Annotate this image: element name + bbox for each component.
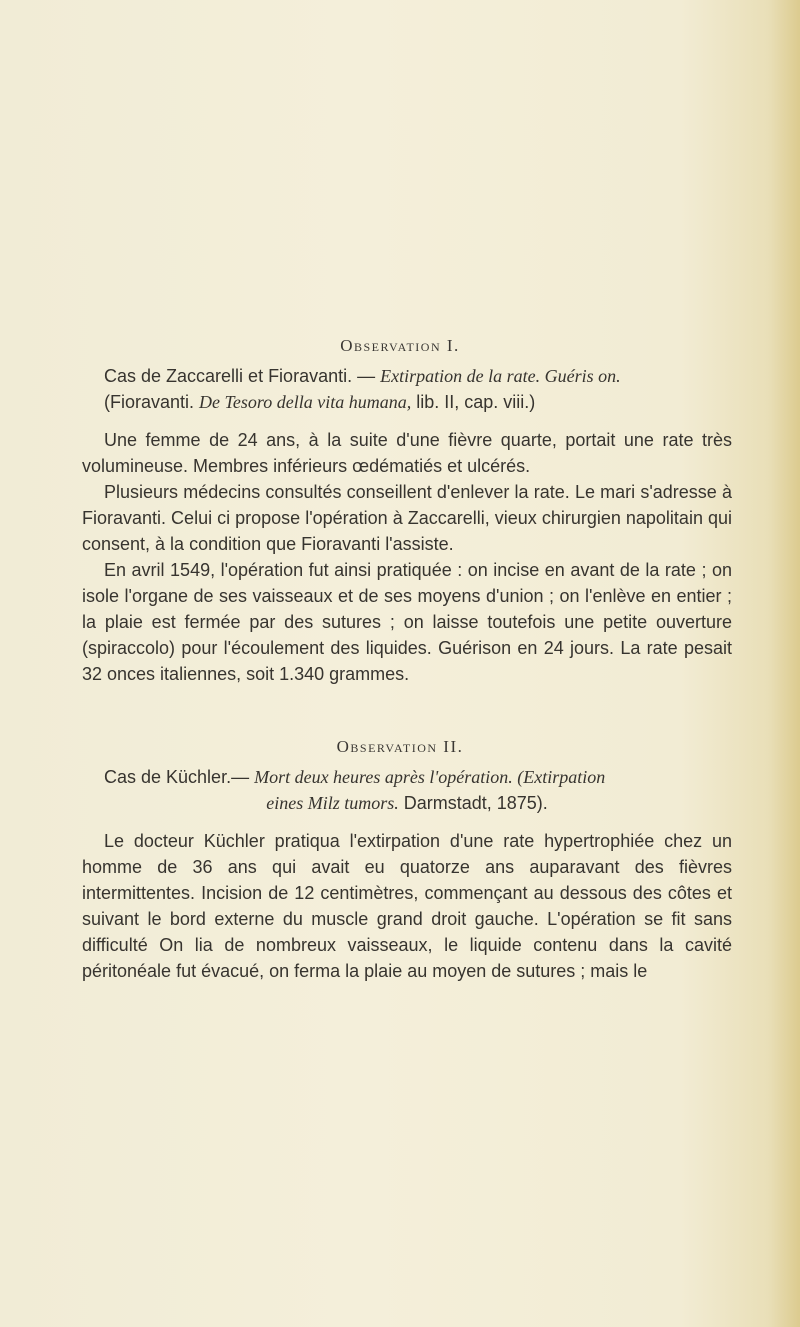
observation-1-paragraph-3: En avril 1549, l'opération fut ainsi pratiquée : on incise en avant de la rate ; on isole l'organe de ses vaisseaux et de ses moyens d'union ; on l'enlève en entier ; la plaie est fermée par des sutures ; on laisse toutefois une petite ouverture (spiraccolo) pour l'écoulement des liquides. Guérison en 24 jours. La rate pesait 32 onces italiennes, soit 1.340 grammes.: [82, 560, 732, 684]
observation-2-title-line2-plain: Darmstadt, 1875).: [398, 793, 548, 813]
observation-2-title-italic: Mort deux heures après l'opération. (Extirpation: [254, 767, 606, 787]
observation-1-citation-plain-1: (Fioravanti.: [104, 392, 200, 412]
observation-2-title-line-2: [82, 790, 732, 816]
observation-1-paragraph-2: Plusieurs médecins consultés conseillent d'enlever la rate. Le mari s'adresse à Fioravanti. Celui ci propose l'opération à Zaccarelli, vieux chirurgien napolitain qui consent, à la condition que Fioravanti l'assiste.: [82, 482, 732, 554]
observation-1-heading: Observation I.: [340, 336, 460, 355]
observation-1-citation-plain-2: lib. II, cap. viii.): [411, 392, 536, 412]
observation-1-citation: [82, 389, 732, 415]
observation-1-block: [82, 363, 732, 687]
observation-1-title: [82, 363, 732, 389]
observation-1-paragraph-1: Une femme de 24 ans, à la suite d'une fièvre quarte, portait une rate très volumineuse. Membres inférieurs œdématiés et ulcérés.: [82, 430, 732, 476]
observation-2-title: [82, 764, 732, 790]
observation-1-title-italic: Extirpation de la rate. Guéris on.: [380, 366, 621, 386]
observation-2-title-line2-italic: eines Milz tumors.: [266, 793, 399, 813]
observation-2-block: [82, 764, 732, 984]
observation-1-title-plain: Cas de Zaccarelli et Fioravanti. —: [104, 366, 381, 386]
observation-2-paragraph-1: Le docteur Küchler pratiqua l'extirpation d'une rate hypertrophiée chez un homme de 36 ans qui avait eu quatorze ans auparavant des fièvres intermittentes. Incision de 12 centimètres, commençant au dessous des côtes et suivant le bord externe du muscle grand droit gauche. L'opération se fit sans difficulté On lia de nombreux vaisseaux, le liquide contenu dans la cavité péritonéale fut évacué, on ferma la plaie au moyen de sutures ; mais le: [82, 831, 732, 981]
observation-2-heading: Observation II.: [336, 737, 464, 756]
observation-2-title-plain: Cas de Küchler.—: [104, 767, 255, 787]
observation-1-citation-italic: De Tesoro della vita humana,: [199, 392, 412, 412]
